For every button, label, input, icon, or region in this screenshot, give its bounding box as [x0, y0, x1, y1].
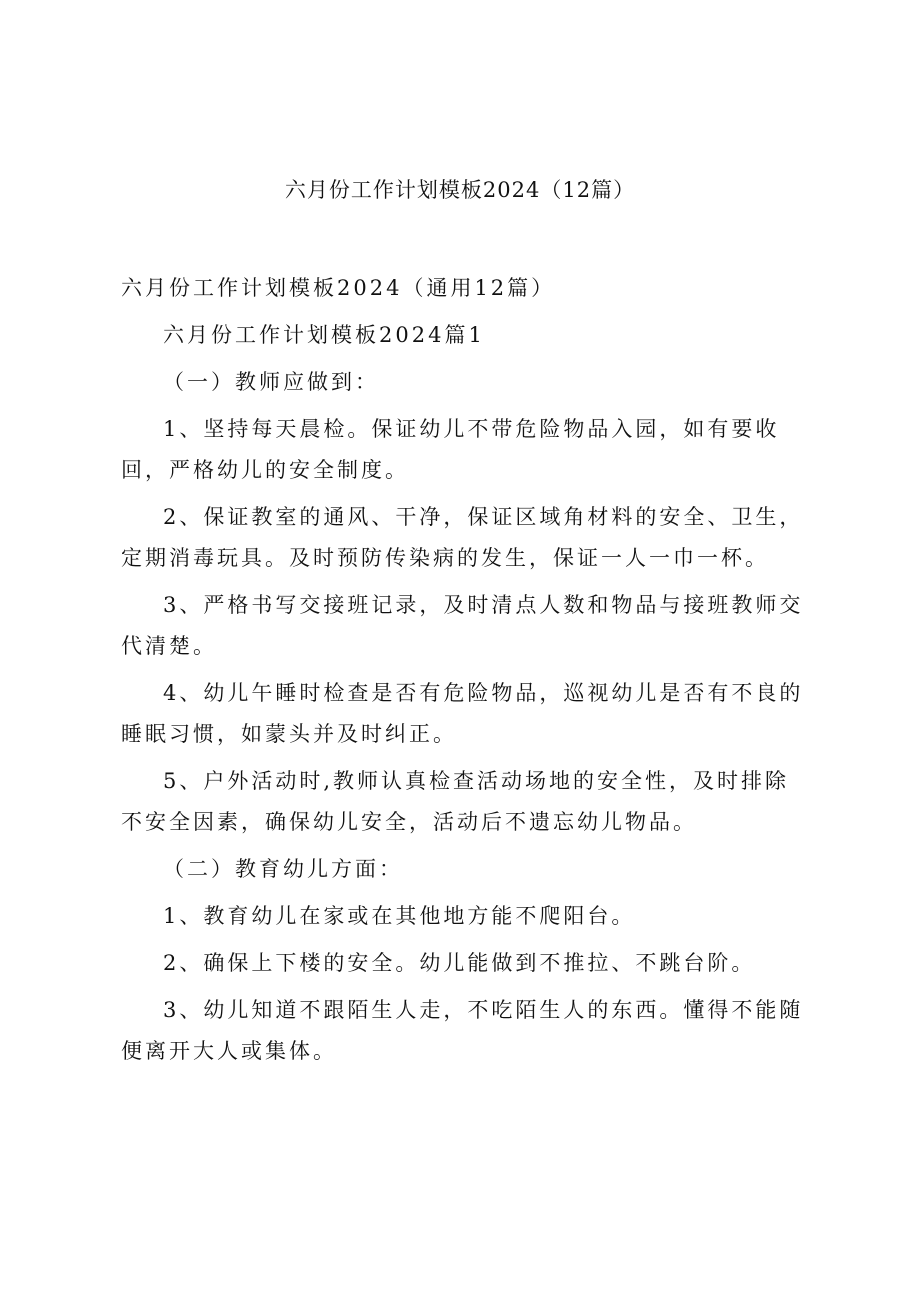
document-subtitle: 六月份工作计划模板2024（通用12篇）	[121, 276, 556, 300]
document-body	[121, 268, 811, 1078]
list-item: 2、保证教室的通风、干净，保证区域角材料的安全、卫生，定期消毒玩具。及时预防传染病的发生，保证一人一巾一杯。	[121, 505, 804, 570]
list-item: 1、坚持每天晨检。保证幼儿不带危险物品入园，如有要收回，严格幼儿的安全制度。	[121, 417, 780, 482]
list-item: 3、幼儿知道不跟陌生人走，不吃陌生人的东西。懂得不能随便离开大人或集体。	[121, 998, 804, 1063]
list-item: 1、教育幼儿在家或在其他地方能不爬阳台。	[163, 904, 636, 928]
list-item: 4、幼儿午睡时检查是否有危险物品，巡视幼儿是否有不良的睡眠习惯，如蒙头并及时纠正。	[121, 681, 804, 746]
section-heading: 六月份工作计划模板2024篇1	[163, 323, 485, 347]
list-item: 2、确保上下楼的安全。幼儿能做到不推拉、不跳台阶。	[163, 951, 756, 975]
part1-heading: （一）教师应做到：	[163, 370, 379, 394]
part2-heading: （二）教育幼儿方面：	[163, 857, 403, 881]
list-item: 5、户外活动时,教师认真检查活动场地的安全性，及时排除不安全因素，确保幼儿安全，活动后不遗忘幼儿物品。	[121, 769, 790, 834]
document-title: 六月份工作计划模板2024（12篇）	[284, 178, 636, 202]
list-item: 3、严格书写交接班记录，及时清点人数和物品与接班教师交代清楚。	[121, 593, 804, 658]
